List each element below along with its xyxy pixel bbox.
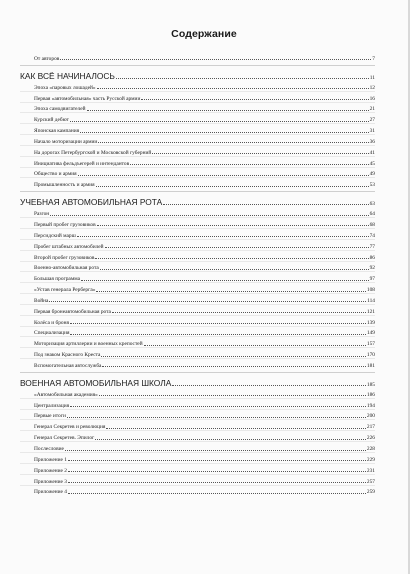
- toc-entry-label: Централизация: [34, 402, 70, 409]
- toc-entry: [20, 348, 375, 359]
- toc-entry-label: Под знаком Красного Креста: [34, 352, 101, 359]
- toc-entry: [20, 178, 375, 188]
- toc-entry-label: Первые итоги: [34, 413, 66, 420]
- toc-entry: [20, 168, 375, 179]
- toc-entry: [20, 113, 375, 124]
- dot-leader: [65, 450, 366, 451]
- dot-leader: [77, 236, 369, 237]
- dot-leader: [112, 312, 366, 313]
- toc-entry: [20, 359, 375, 369]
- dot-leader: [97, 88, 369, 89]
- toc-entry-page: 231: [366, 467, 375, 474]
- toc-entry: [20, 207, 375, 218]
- toc-entry: [20, 442, 375, 453]
- toc-entry-label: Первый пробег грузовиков: [34, 221, 96, 228]
- toc-entry-page: 229: [366, 456, 375, 463]
- toc-entry-label: Генерал Секретев и революция: [34, 424, 106, 431]
- toc-section: [20, 65, 375, 188]
- toc-entry: [20, 486, 375, 496]
- dot-leader: [78, 175, 369, 176]
- toc-entry: [20, 420, 375, 431]
- toc-entry: [20, 92, 375, 103]
- dot-leader: [106, 428, 366, 429]
- dot-leader: [70, 121, 369, 122]
- toc-entry-label: Второй пробег грузовиков: [34, 254, 95, 261]
- toc-entry: [20, 337, 375, 348]
- toc-entry-label: Послесловие: [34, 446, 64, 452]
- toc-entry-label: Первая бронеавтомобильная рота: [34, 308, 111, 315]
- toc-entry-page: 27: [369, 117, 375, 124]
- toc-entry-page: 108: [366, 287, 375, 294]
- toc-entry-page: 194: [366, 402, 375, 409]
- toc-section-page: 185: [366, 381, 375, 388]
- toc-entry-label: От авторов: [34, 55, 60, 62]
- toc-entry-label: Приложение 1: [34, 456, 67, 463]
- toc-entry-page: 149: [366, 330, 375, 337]
- toc-section-label: ВОЕННАЯ АВТОМОБИЛЬНАЯ ШКОЛА: [20, 377, 172, 388]
- toc-entry-page: 97: [369, 276, 375, 283]
- toc-sections: [20, 65, 375, 496]
- toc-entry-page: 181: [366, 362, 375, 369]
- toc-entry-label: Эпоха «паровых лошадей»: [34, 84, 96, 91]
- toc-section-items: [20, 81, 375, 188]
- toc-section-items: [20, 388, 375, 495]
- toc-section-page: 11: [369, 74, 375, 81]
- toc-entry-page: 114: [367, 297, 375, 304]
- toc-entry-label: Эпоха самодвигателей: [34, 106, 86, 113]
- toc-entry-label: Генерал Секретев. Эпилог: [34, 435, 95, 442]
- toc-entry-label: Инициатива фельдъегерей и интендантов: [34, 160, 130, 167]
- dot-leader: [70, 334, 365, 335]
- toc-section-label: КАК ВСЁ НАЧИНАЛОСЬ: [20, 70, 115, 81]
- toc-entry: [20, 294, 375, 305]
- toc-entry-page: 77: [369, 243, 375, 250]
- toc-entry-page: 21: [369, 106, 375, 113]
- toc-entry-label: Приложение 3: [34, 478, 67, 485]
- toc-entry-page: 257: [366, 478, 375, 485]
- table-of-contents: [20, 52, 375, 495]
- dot-leader: [68, 493, 366, 494]
- dot-leader: [152, 153, 368, 154]
- toc-section: [20, 372, 375, 495]
- dot-leader: [144, 345, 366, 346]
- dot-leader: [67, 417, 366, 418]
- toc-entry-page: 45: [369, 160, 375, 167]
- dot-leader: [99, 395, 366, 396]
- dot-leader: [98, 142, 368, 143]
- dot-leader: [101, 356, 365, 357]
- toc-entry-page: 86: [369, 254, 375, 261]
- toc-entry-page: 41: [369, 149, 375, 156]
- toc-entry-page: 12: [369, 84, 375, 91]
- toc-entry-page: 186: [366, 391, 375, 398]
- toc-entry: [20, 305, 375, 316]
- toc-entry: [20, 464, 375, 475]
- toc-entry-page: 226: [366, 435, 375, 442]
- dot-leader: [102, 366, 365, 367]
- toc-entry-label: «Устав генерала Рерберга»: [34, 287, 96, 294]
- toc-entry-page: 228: [366, 446, 375, 452]
- dot-leader: [81, 280, 369, 281]
- toc-section: [20, 191, 375, 369]
- toc-entry: [20, 475, 375, 486]
- dot-leader: [60, 59, 371, 60]
- toc-entry-page: 121: [366, 308, 375, 315]
- dot-leader: [116, 78, 369, 79]
- dot-leader: [100, 269, 369, 270]
- toc-entry-label: «Автомобильная академия»: [34, 391, 98, 398]
- toc-entry: [20, 103, 375, 114]
- toc-entry-label: Первая «автомобильная» часть Русской армии: [34, 95, 141, 102]
- toc-entry: [20, 272, 375, 283]
- toc-entry: [20, 157, 375, 168]
- toc-entry-page: 68: [369, 221, 375, 228]
- toc-entry: [20, 124, 375, 135]
- toc-entry-label: Колёса и броня: [34, 319, 69, 326]
- toc-entry-page: 139: [366, 319, 375, 326]
- toc-entry: [20, 262, 375, 273]
- toc-entry-page: 74: [369, 232, 375, 239]
- dot-leader: [95, 258, 368, 259]
- dot-leader: [96, 186, 369, 187]
- toc-entry-label: Промышленность и армия: [34, 182, 95, 189]
- toc-entry: [20, 135, 375, 146]
- toc-entry-page: 200: [366, 413, 375, 420]
- dot-leader: [50, 215, 368, 216]
- toc-entry-label: Специализация: [34, 330, 70, 337]
- dot-leader: [68, 471, 366, 472]
- toc-entry: [20, 327, 375, 338]
- dot-leader: [80, 132, 369, 133]
- toc-entry-label: Общество и армия: [34, 171, 77, 178]
- toc-entry-label: Начало моторизации армии: [34, 138, 98, 145]
- toc-entry-page: 36: [369, 138, 375, 145]
- dot-leader: [87, 110, 369, 111]
- toc-entry: [20, 399, 375, 410]
- toc-entry: [20, 229, 375, 240]
- toc-entry: [20, 146, 375, 157]
- toc-entry: [20, 240, 375, 251]
- toc-entry: [20, 410, 375, 421]
- dot-leader: [97, 225, 369, 226]
- dot-leader: [163, 204, 368, 205]
- page-title: Содержание: [171, 28, 237, 40]
- toc-entry-page: 92: [369, 265, 375, 272]
- toc-entry-label: Курский дебют: [34, 117, 69, 124]
- toc-entry-page: 16: [369, 95, 375, 102]
- dot-leader: [49, 301, 366, 302]
- dot-leader: [68, 460, 366, 461]
- toc-section-items: [20, 207, 375, 369]
- dot-leader: [68, 482, 366, 483]
- toc-section-heading: [20, 191, 375, 207]
- toc-entry-intro: [20, 52, 375, 62]
- dot-leader: [95, 439, 366, 440]
- dot-leader: [96, 291, 365, 292]
- toc-entry-page: 170: [366, 352, 375, 359]
- dot-leader: [130, 164, 368, 165]
- dot-leader: [105, 247, 369, 248]
- toc-entry-page: 259: [366, 489, 375, 496]
- toc-entry-label: Пробег штабных автомобилей: [34, 243, 104, 250]
- toc-entry: [20, 316, 375, 327]
- toc-entry-page: 157: [366, 341, 375, 348]
- toc-entry-page: 64: [369, 211, 375, 218]
- dot-leader: [141, 99, 368, 100]
- toc-entry: [20, 453, 375, 464]
- toc-entry-label: Военно-автомобильная рота: [34, 265, 99, 272]
- toc-entry-label: Война: [34, 297, 49, 304]
- toc-entry-label: Приложение 4: [34, 489, 67, 496]
- toc-entry-label: На дорогах Петербургской и Московской губерний: [34, 149, 152, 156]
- toc-entry-label: Моторизация артиллерии и военных крепостей: [34, 341, 143, 348]
- toc-entry-label: Персидский марш: [34, 232, 76, 239]
- toc-entry: [20, 251, 375, 262]
- toc-section-label: УЧЕБНАЯ АВТОМОБИЛЬНАЯ РОТА: [20, 197, 163, 208]
- toc-entry-page: 49: [369, 171, 375, 178]
- dot-leader: [172, 385, 366, 386]
- toc-entry: [20, 218, 375, 229]
- toc-entry: [20, 431, 375, 442]
- toc-entry-label: Вспомогательная автослужба: [34, 362, 102, 369]
- toc-entry-page: 7: [372, 55, 375, 62]
- toc-entry-label: Большая программа: [34, 276, 80, 283]
- toc-entry: [20, 388, 375, 399]
- toc-entry-page: 217: [366, 424, 375, 431]
- toc-section-heading: [20, 372, 375, 388]
- toc-entry-page: 31: [369, 128, 375, 135]
- toc-section-page: 63: [369, 201, 375, 208]
- toc-entry: [20, 81, 375, 92]
- toc-entry-label: Японская кампания: [34, 128, 80, 135]
- toc-entry-page: 53: [369, 182, 375, 189]
- toc-entry: [20, 283, 375, 294]
- toc-entry-label: Приложение 2: [34, 467, 67, 474]
- toc-entry-label: Разгон: [34, 211, 50, 218]
- dot-leader: [70, 406, 366, 407]
- toc-section-heading: [20, 65, 375, 81]
- dot-leader: [70, 323, 366, 324]
